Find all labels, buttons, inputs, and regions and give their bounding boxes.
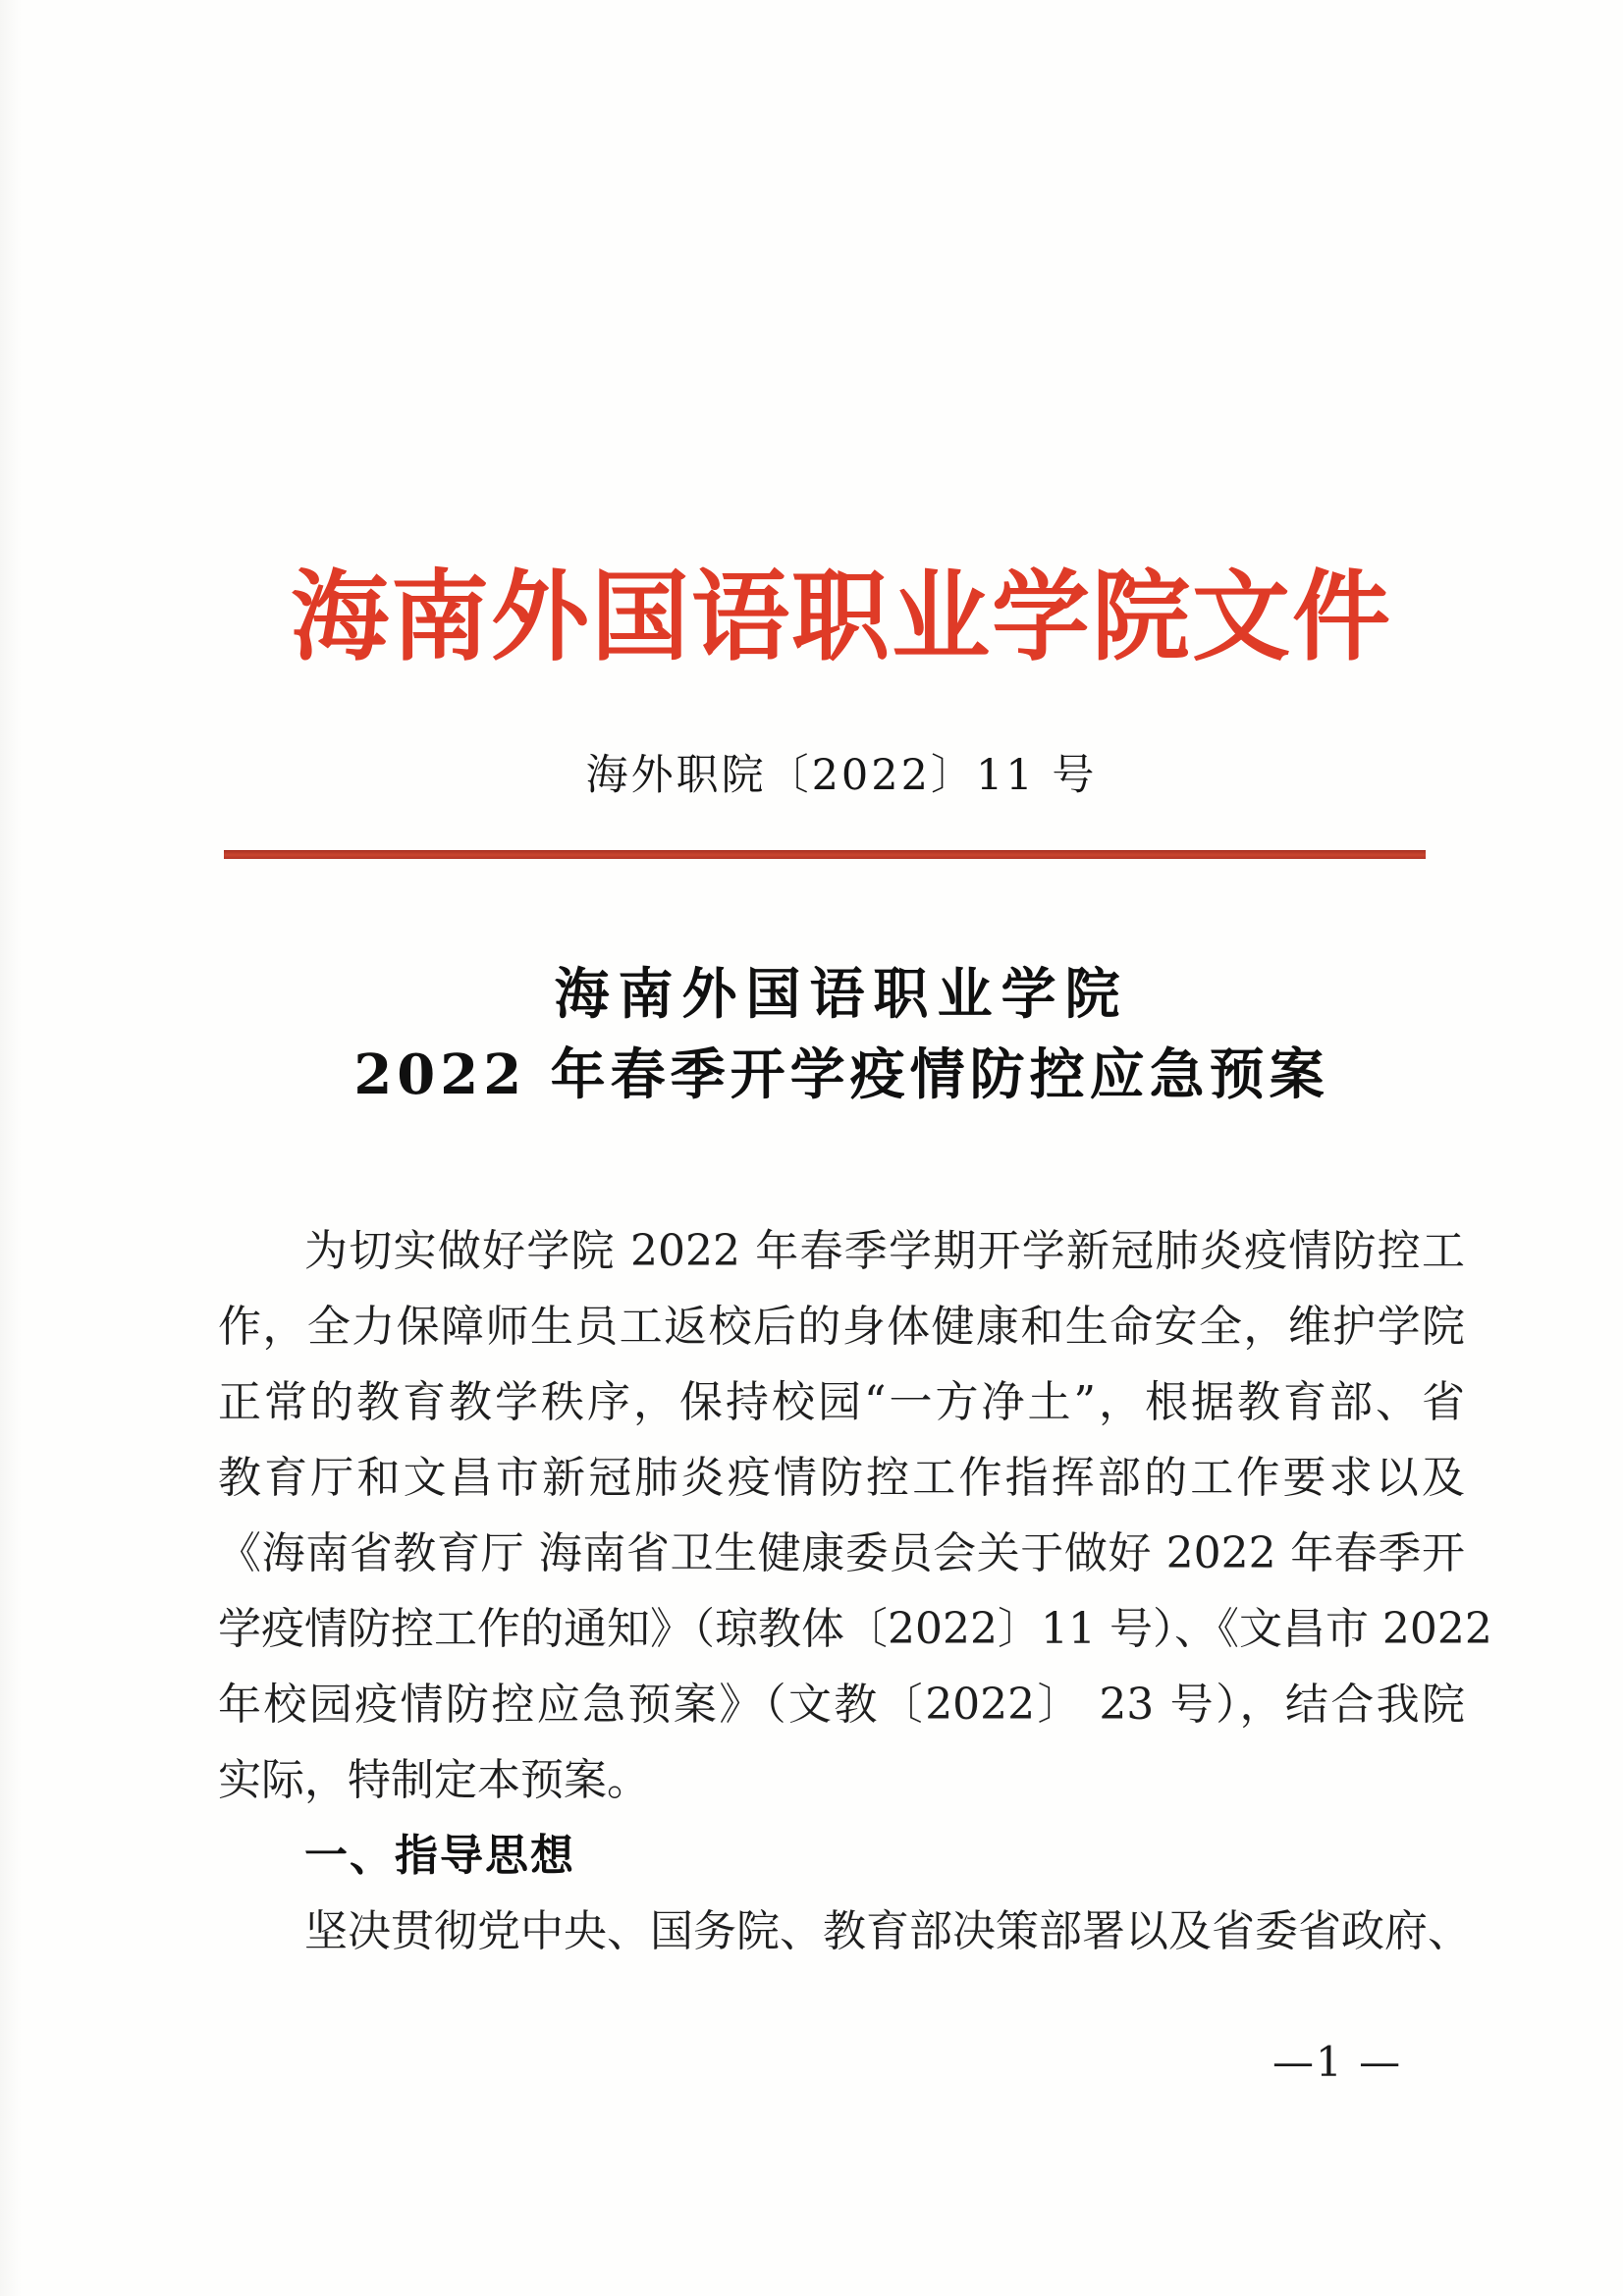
document-body <box>218 1213 1492 1969</box>
body-line: 坚决贯彻党中央、国务院、教育部决策部署以及省委省政府、 <box>304 1906 1471 1956</box>
body-line: 正常的教育教学秩序，保持校园“一方净土”，根据教育部、省 <box>218 1377 1465 1427</box>
section-heading: 一、指导思想 <box>304 1831 575 1881</box>
body-line: 学疫情防控工作的通知》（琼教体〔2022〕11 号）、《文昌市 2022 <box>218 1604 1492 1654</box>
red-separator-line <box>224 850 1426 859</box>
body-line: 年校园疫情防控应急预案》（文教〔2022〕 23 号），结合我院 <box>218 1680 1465 1730</box>
body-line: 为切实做好学院 2022 年春季学期开学新冠肺炎疫情防控工 <box>304 1226 1465 1276</box>
document-title-line1: 海南外国语职业学院 <box>554 962 1129 1027</box>
document-number: 海外职院〔2022〕11 号 <box>585 751 1098 800</box>
letterhead-title: 海南外国语职业学院文件 <box>291 559 1392 674</box>
body-line: 教育厅和文昌市新冠肺炎疫情防控工作指挥部的工作要求以及 <box>218 1453 1465 1503</box>
document-title <box>218 964 1465 1105</box>
document-title-line2: 2022 年春季开学疫情防控应急预案 <box>353 1042 1329 1107</box>
body-line: 作，全力保障师生员工返校后的身体健康和生命安全，维护学院 <box>218 1302 1465 1352</box>
body-line: 实际，特制定本预案。 <box>218 1755 650 1805</box>
page-number: —1 — <box>1272 2038 1403 2086</box>
body-line: 《海南省教育厅 海南省卫生健康委员会关于做好 2022 年春季开 <box>218 1528 1465 1578</box>
